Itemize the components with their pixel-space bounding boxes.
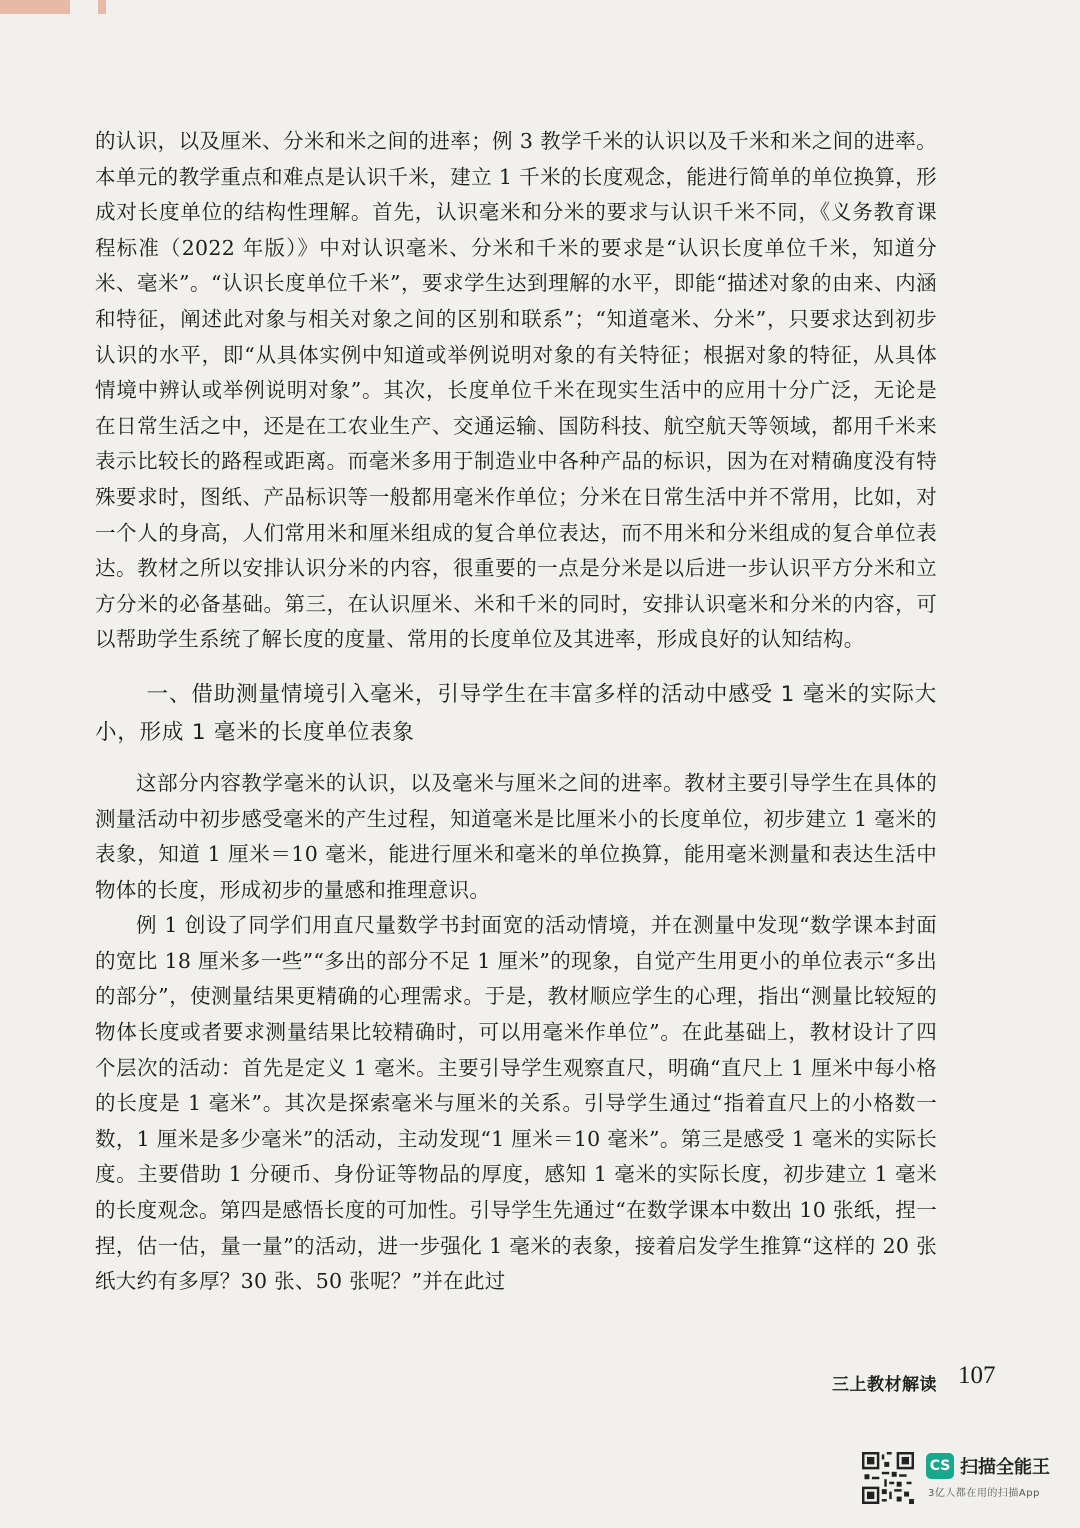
page-number: 107 [958,1362,996,1389]
footer-book-title: 三上教材解读 [832,1375,937,1395]
qr-code-icon [862,1452,914,1504]
paragraph: 例 1 创设了同学们用直尺量数学书封面宽的活动情境，并在测量中发现“数学课本封面的宽比 18 厘米多一些”“多出的部分不足 1 厘米”的现象，自觉产生用更小的单位表示“多出的部分”，使测量结果更精确的心理需求。于是，教材顺应学生的心理，指出“测量比较短的物体长度或者要求测量结果比较精确时，可以用毫米作单位”。在此基础上，教材设计了四个层次的活动：首先是定义 1 毫米。主要引导学生观察直尺，明确“直尺上 1 厘米中每小格的长度是 1 毫米”。其次是探索毫米与厘米的关系。引导学生通过“指着直尺上的小格数一数，1 厘米是多少毫米”的活动，主动发现“1 厘米＝10 毫米”。第三是感受 1 毫米的实际长度。主要借助 1 分硬币、身份证等物品的厚度，感知 1 毫米的实际长度，初步建立 1 毫米的长度观念。第四是感悟长度的可加性。引导学生先通过“在数学课本中数出 10 张纸，捏一捏，估一估，量一量”的活动，进一步强化 1 毫米的表象，接着启发学生推算“这样的 20 张纸大约有多厚？30 张、50 张呢？”并在此过 [95,913,937,1294]
camscanner-logo-icon: CS [926,1453,954,1479]
section-heading: 一、借助测量情境引入毫米，引导学生在丰富多样的活动中感受 1 毫米的实际大小，形成 1 毫米的长度单位表象 [95,681,937,745]
watermark-app-name: 扫描全能王 [960,1457,1050,1478]
text-block [95,124,937,658]
intro-paragraph: 的认识，以及厘米、分米和米之间的进率；例 3 教学千米的认识以及千米和米之间的进率。本单元的教学重点和难点是认识千米，建立 1 千米的长度观念，能进行简单的单位换算，形成对长度单位的结构性理解。首先，认识毫米和分米的要求与认识千米不同，《义务教育课程标准（2022 年版）》中对认识毫米、分米和千米的要求是“认识长度单位千米，知道分米、毫米”。“认识长度单位千米”，要求学生达到理解的水平，即能“描述对象的由来、内涵和特征，阐述此对象与相关对象之间的区别和联系”；“知道毫米、分米”，只要求达到初步认识的水平，即“从具体实例中知道或举例说明对象的有关特征；根据对象的特征，从具体情境中辨认或举例说明对象”。其次，长度单位千米在现实生活中的应用十分广泛，无论是在日常生活之中，还是在工农业生产、交通运输、国防科技、航空航天等领域，都用千米来表示比较长的路程或距离。而毫米多用于制造业中各种产品的标识，因为在对精确度没有特殊要求时，图纸、产品标识等一般都用毫米作单位；分米在日常生活中并不常用，比如，对一个人的身高，人们常用米和厘米组成的复合单位表达，而不用米和分米组成的复合单位表达。教材之所以安排认识分米的内容，很重要的一点是分米是以后进一步认识平方分米和立方分米的必备基础。第三，在认识厘米、米和千米的同时，安排认识毫米和分米的内容，可以帮助学生系统了解长度的度量、常用的长度单位及其进率，形成良好的认知结构。 [95,129,937,652]
page-body [95,124,937,1300]
paragraph: 这部分内容教学毫米的认识，以及毫米与厘米之间的进率。教材主要引导学生在具体的测量活动中初步感受毫米的产生过程，知道毫米是比厘米小的长度单位，初步建立 1 毫米的表象，知道 1 厘米＝10 毫米，能进行厘米和毫米的单位换算，能用毫米测量和表达生活中物体的长度，形成初步的量感和推理意识。 [95,770,937,902]
page-corner-mark [0,0,70,14]
page-corner-mark [98,0,106,14]
watermark-tagline: 3亿人都在用的扫描App [928,1488,1040,1499]
text-block [95,766,937,1300]
